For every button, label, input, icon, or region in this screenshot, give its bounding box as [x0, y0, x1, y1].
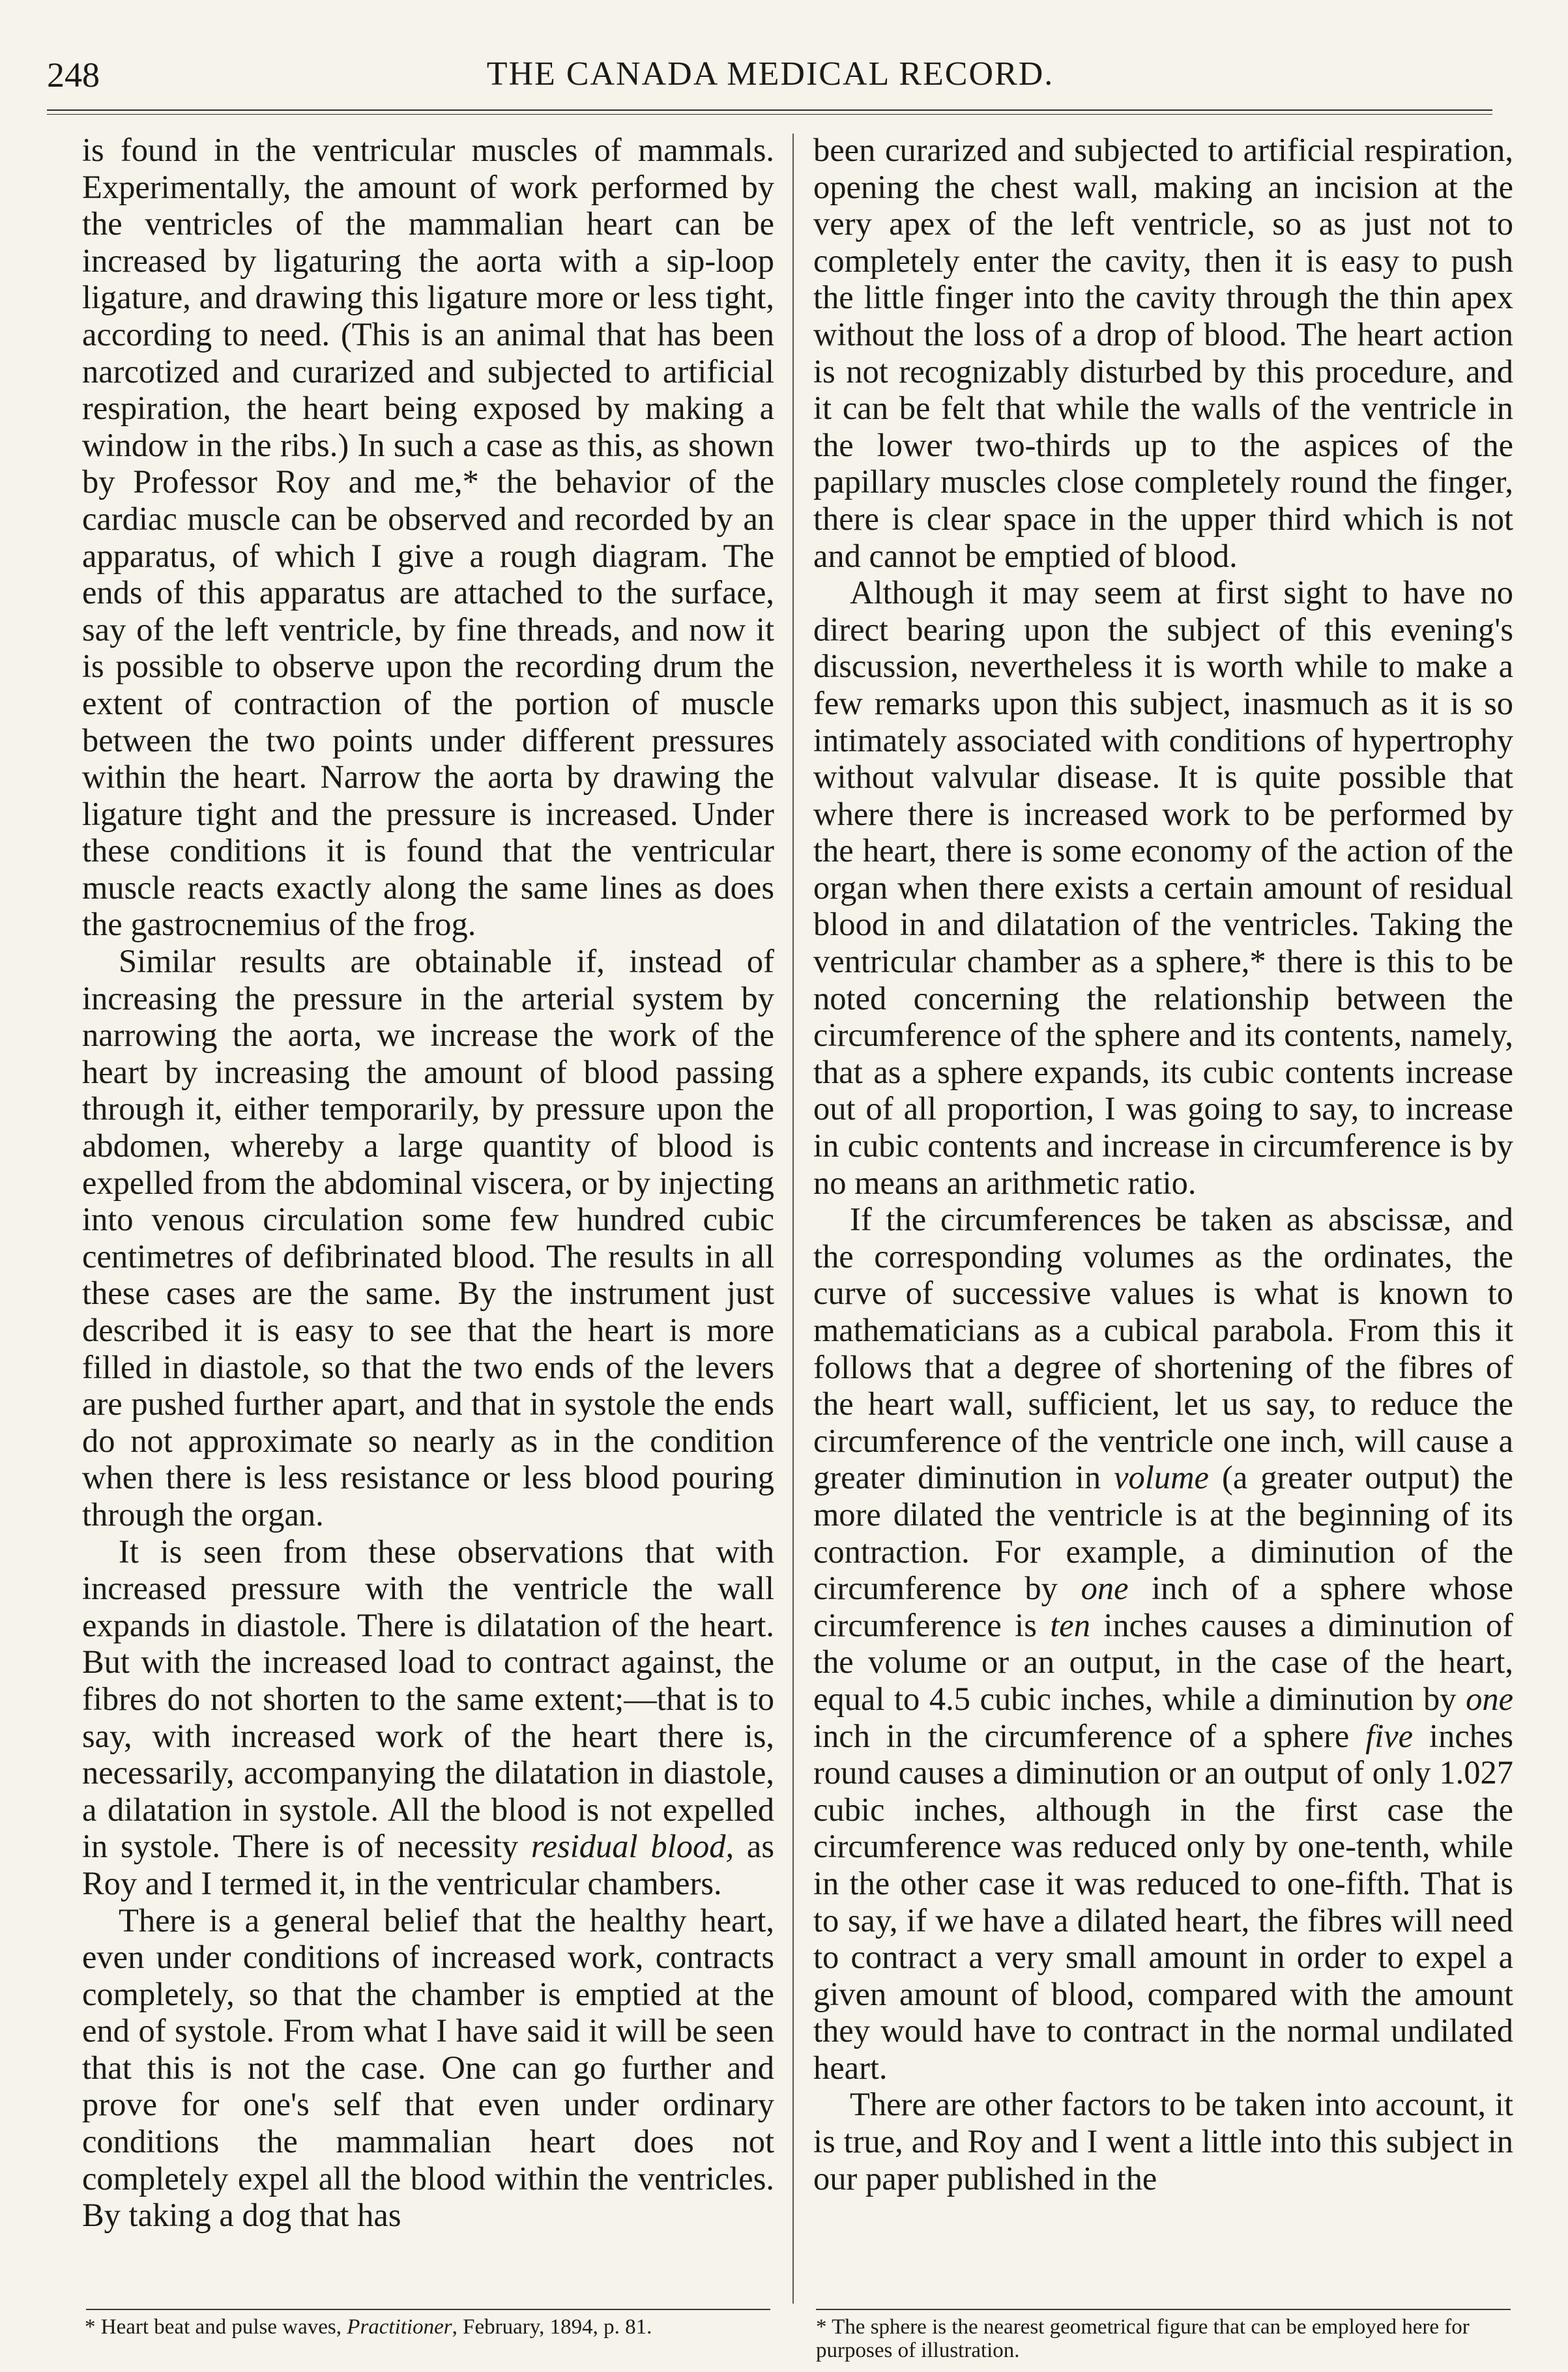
running-title: THE CANADA MEDICAL RECORD. [486, 55, 1054, 93]
paragraph: Similar results are obtainable if, instead of increasing the pressure in the arterial system by narrowing the aorta, we increase the work of the heart by increasing the amount of blood passing through it, either temporarily, by pressure upon the abdomen, whereby a large quantity of blood is expelled from the abdominal viscera, or by injecting into venous circulation some few hundred cubic centimetres of defibrinated blood. The results in all these cases are the same. By the instrument just described it is easy to see that the heart is more filled in diastole, so that the two ends of the levers are pushed further apart, and that in systole the ends do not approximate so nearly as in the condition when there is less resistance or less blood pouring through the organ. [82, 943, 774, 1533]
right-column [813, 132, 1513, 2197]
emphasis: Practitioner [347, 2315, 452, 2339]
emphasis: volume [1114, 1459, 1209, 1496]
emphasis: ten [1050, 1606, 1090, 1643]
footnote-right: * The sphere is the nearest geometrical figure that can be employed here for purposes of illustration. [816, 2315, 1470, 2362]
footnote-rule [816, 2309, 1511, 2310]
footnote-left: * Heart beat and pulse waves, Practitioner, February, 1894, p. 81. [85, 2315, 652, 2339]
header-rule [47, 109, 1492, 115]
column-divider [792, 134, 794, 2304]
paragraph: It is seen from these observations that with increased pressure with the ventricle the wall expands in diastole. There is dilatation of the heart. But with the increased load to contract against, the fibres do not shorten to the same extent;—that is to say, with increased work of the heart there is, necessarily, accompanying the dilatation in diastole, a dilatation in systole. All the blood is not expelled in systole. There is of necessity residual blood, as Roy and I termed it, in the ventricular chambers. [82, 1533, 774, 1902]
page-header [47, 55, 1494, 107]
paragraph: been curarized and subjected to artificial respiration, opening the chest wall, making an incision at the very apex of the left ventricle, so as just not to completely enter the cavity, then it is easy to push the little finger into the cavity through the thin apex without the loss of a drop of blood. The heart action is not recognizably disturbed by this procedure, and it can be felt that while the walls of the ventricle in the lower two-thirds up to the aspices of the papillary muscles close completely round the finger, there is clear space in the upper third which is not and cannot be emptied of blood. [813, 132, 1513, 574]
emphasis: one [1081, 1570, 1129, 1607]
footnote-rule [86, 2309, 770, 2310]
emphasis: one [1466, 1680, 1513, 1717]
emphasis: five [1365, 1717, 1414, 1754]
emphasis: residual blood, [530, 1828, 734, 1865]
paragraph: is found in the ventricular muscles of mammals. Experimentally, the amount of work performed by the ventricles of the mammalian heart can be increased by ligaturing the aorta with a sip-loop ligature, and drawing this ligature more or less tight, according to need. (This is an animal that has been narcotized and curarized and subjected to artificial respiration, the heart being exposed by making a window in the ribs.) In such a case as this, as shown by Professor Roy and me,* the behavior of the cardiac muscle can be observed and recorded by an apparatus, of which I give a rough diagram. The ends of this apparatus are attached to the surface, say of the left ventricle, by fine threads, and now it is possible to observe upon the recording drum the extent of contraction of the portion of muscle between the two points under different pressures within the heart. Narrow the aorta by drawing the ligature tight and the pressure is increased. Under these conditions it is found that the ventricular muscle reacts exactly along the same lines as does the gastrocnemius of the frog. [82, 132, 774, 943]
paragraph: Although it may seem at first sight to have no direct bearing upon the subject of this evening's discussion, nevertheless it is worth while to make a few remarks upon this subject, inasmuch as it is so intimately associated with conditions of hypertrophy without valvular disease. It is quite possible that where there is increased work to be performed by the heart, there is some economy of the action of the organ when there exists a certain amount of residual blood in and dilatation of the ventricles. Taking the ventricular chamber as a sphere,* there is this to be noted concerning the relationship between the circumference of the sphere and its contents, namely, that as a sphere expands, its cubic contents increase out of all proportion, I was going to say, to increase in cubic contents and increase in circumference is by no means an arithmetic ratio. [813, 574, 1513, 1201]
paragraph: There is a general belief that the healthy heart, even under conditions of increased work, contracts completely, so that the chamber is emptied at the end of systole. From what I have said it will be seen that this is not the case. One can go further and prove for one's self that even under ordinary conditions the mammalian heart does not completely expel all the blood within the ventricles. By taking a dog that has [82, 1902, 774, 2234]
paragraph: There are other factors to be taken into account, it is true, and Roy and I went a little into this subject in our paper published in the [813, 2086, 1513, 2197]
left-column [82, 132, 774, 2234]
page-number: 248 [47, 55, 100, 94]
paragraph: If the circumferences be taken as abscissæ, and the corresponding volumes as the ordinates, the curve of successive values is what is known to mathematicians as a cubical parabola. From this it follows that a degree of shortening of the fibres of the heart wall, sufficient, let us say, to reduce the circumference of the ventricle one inch, will cause a greater diminution in volume (a greater output) the more dilated the ventricle is at the beginning of its contraction. For example, a diminution of the circumference by one inch of a sphere whose circumference is ten inches causes a diminution of the volume or an output, in the case of the heart, equal to 4.5 cubic inches, while a diminution by one inch in the circumference of a sphere five inches round causes a diminution or an output of only 1.027 cubic inches, although in the first case the circumference was reduced only by one-tenth, while in the other case it was reduced to one-fifth. That is to say, if we have a dilated heart, the fibres will need to contract a very small amount in order to expel a given amount of blood, compared with the amount they would have to contract in the normal undilated heart. [813, 1201, 1514, 2086]
